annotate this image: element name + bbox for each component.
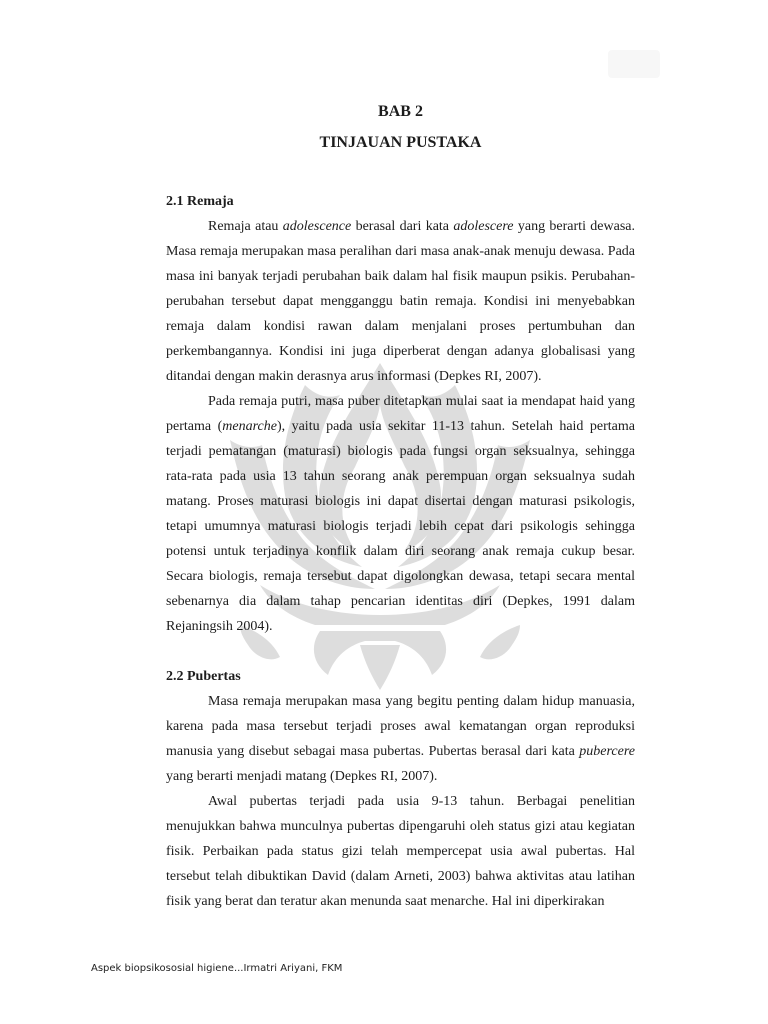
section-heading-remaja: 2.1 Remaja bbox=[166, 194, 234, 209]
section-heading-pubertas: 2.2 Pubertas bbox=[166, 669, 241, 684]
paragraph bbox=[166, 689, 635, 789]
chapter-number: BAB 2 bbox=[378, 103, 423, 120]
text-run: yang berarti menjadi matang (Depkes RI, 2007). bbox=[166, 769, 438, 784]
corner-mark bbox=[608, 50, 660, 78]
text-run: yang berarti dewasa. Masa remaja merupakan masa peralihan dari masa anak-anak menuju dewasa. Pada masa ini banyak terjadi perubahan baik dalam hal fisik maupun psikis. Perubahan-perubahan tersebut dapat mengganggu batin remaja. Kondisi ini menyebabkan remaja dalam kondisi rawan dalam menjalani proses pertumbuhan dan perkembangannya. Kondisi ini juga diperberat dengan adanya globalisasi yang ditandai dengan makin derasnya arus informasi (Depkes RI, 2007). bbox=[166, 219, 636, 384]
chapter-title: TINJAUAN PUSTAKA bbox=[319, 134, 482, 151]
text-run: Remaja atau bbox=[208, 219, 283, 234]
italic-term: adolescere bbox=[453, 219, 514, 234]
text-run: Awal pubertas terjadi pada usia 9-13 tahun. Berbagai penelitian menujukkan bahwa munculnya pubertas dipengaruhi oleh status gizi atau kegiatan fisik. Perbaikan pada status gizi telah mempercepat usia awal pubertas. Hal tersebut telah dibuktikan David (dalam Arneti, 2003) bahwa aktivitas atau latihan fisik yang berat dan teratur akan menunda saat menarche. Hal ini diperkirakan bbox=[166, 794, 635, 909]
italic-term: menarche bbox=[222, 419, 277, 434]
page-footer: Aspek biopsikososial higiene...Irmatri Ariyani, FKM bbox=[91, 963, 343, 974]
paragraph bbox=[166, 789, 635, 914]
text-run: ), yaitu pada usia sekitar 11-13 tahun. Setelah haid pertama terjadi pematangan (maturasi) biologis pada fungsi organ seksualnya, sehingga rata-rata pada usia 13 tahun seorang anak perempuan organ seksualnya sudah matang. Proses maturasi biologis ini dapat disertai dengan maturasi psikologis, tetapi umumnya maturasi biologis terjadi lebih cepat dari psikologis sehingga potensi untuk terjadinya konflik dalam diri seorang anak remaja cukup besar. Secara biologis, remaja tersebut dapat digolongkan dewasa, tetapi secara mental sebenarnya dia dalam tahap pencarian identitas diri (Depkes, 1991 dalam Rejaningsih 2004). bbox=[166, 419, 636, 634]
text-run: Masa remaja merupakan masa yang begitu penting dalam hidup manuasia, karena pada masa tersebut terjadi proses awal kematangan organ reproduksi manusia yang disebut sebagai masa pubertas. Pubertas berasal dari kata bbox=[166, 694, 635, 759]
document-body bbox=[166, 100, 635, 914]
italic-term: adolescence bbox=[282, 219, 352, 234]
paragraph bbox=[166, 389, 635, 639]
text-run: Pada remaja putri, masa puber ditetapkan mulai saat ia mendapat haid yang pertama ( bbox=[166, 394, 635, 434]
paragraph bbox=[166, 214, 635, 389]
italic-term: pubercere bbox=[579, 744, 635, 759]
text-run: berasal dari kata bbox=[351, 219, 454, 234]
